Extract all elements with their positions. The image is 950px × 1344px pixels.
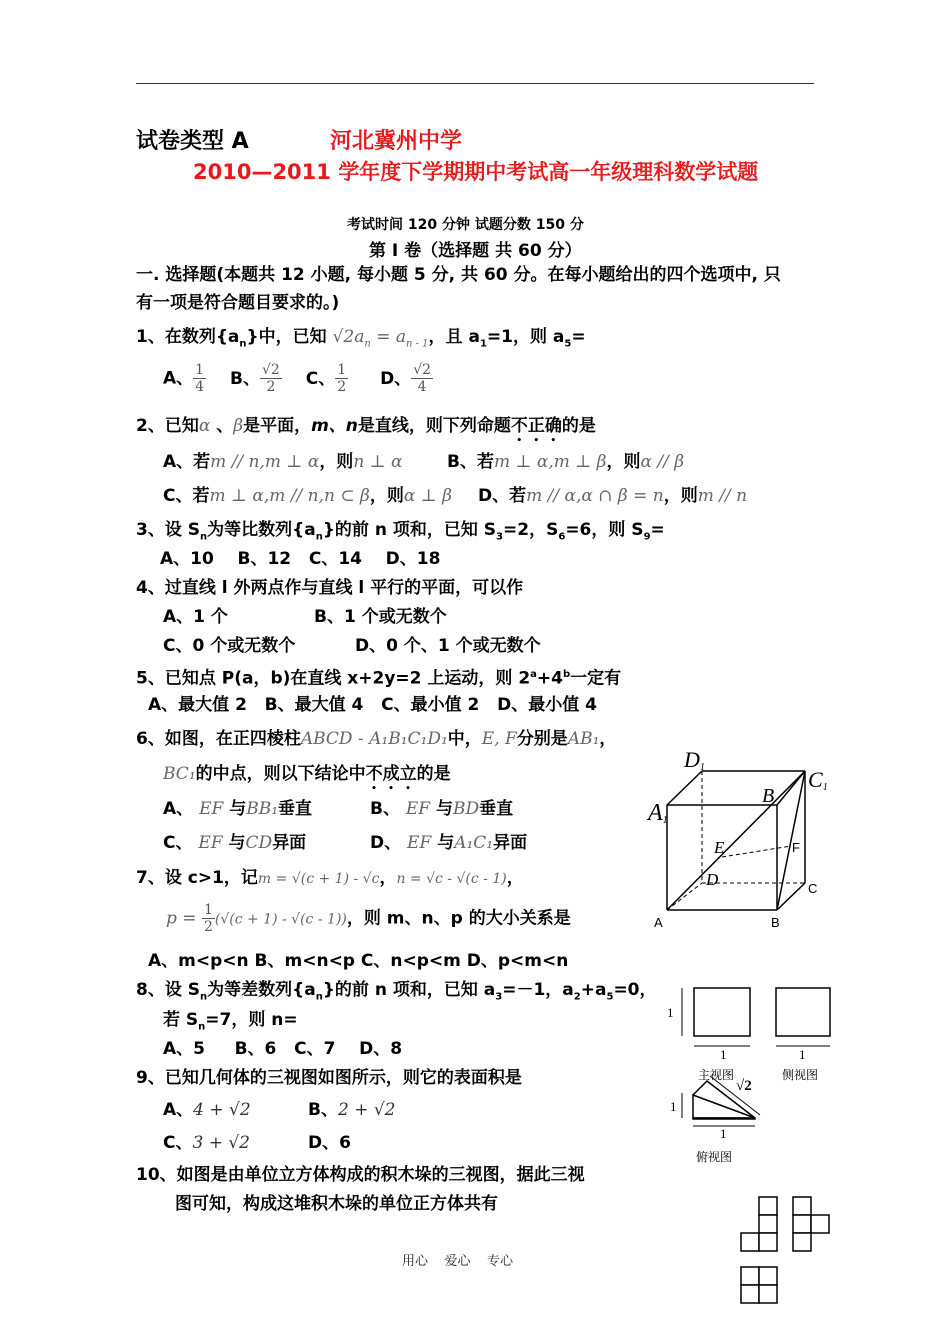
top-height-label: 1 [670, 1099, 677, 1114]
three-views-figure [660, 980, 840, 1210]
side-view-caption: 侧视图 [782, 1068, 819, 1082]
label-d: D [706, 870, 719, 889]
exam-info: 考试时间 120 分钟 试题分数 150 分 [347, 217, 584, 233]
question-6-option-a: A、 EF 与BB₁垂直 [163, 799, 313, 819]
question-1-options: A、 $\frac{1}{4}$ B、 $\frac{√2}{2}$ C、 $\frac{1}{2}$ D、 $\frac{√2}{4}$ [163, 362, 432, 395]
question-6-line2: BC₁的中点，则以下结论中不成立的是 [163, 764, 451, 784]
question-2-option-d: D、若m // α,α ∩ β = n，则m // n [478, 486, 748, 506]
exam-title: 2010—2011 学年度下学期期中考试高一年级理科数学试题 [193, 160, 759, 184]
question-2: 2、已知α 、β是平面，m、n是直线，则下列命题不正确的是 [136, 416, 596, 436]
question-2-option-c: C、若m ⊥ α,m // n,n ⊂ β，则α ⊥ β [163, 486, 452, 506]
section-intro-line2: 有一项是符合题目要求的。) [136, 293, 340, 313]
front-height-label: 1 [667, 1005, 674, 1020]
front-width-label: 1 [720, 1047, 727, 1062]
label-d1: D1 [684, 747, 705, 773]
volume-heading: 第 Ⅰ 卷（选择题 共 60 分） [369, 241, 582, 261]
question-1: 1、在数列$\{a_n\}$中，已知 $√2a_n = a_{n - 1}$，且 $a_1=1$，则 $a_5=$ [136, 327, 586, 350]
top-width-label: 1 [720, 1126, 727, 1141]
question-2-option-a: A、若m // n,m ⊥ α，则n ⊥ α [163, 452, 403, 472]
question-3-options: A、10 B、12 C、14 D、18 [160, 549, 441, 569]
question-9: 9、已知几何体的三视图如图所示，则它的表面积是 [136, 1068, 522, 1088]
question-9-option-d: D、6 [308, 1133, 351, 1153]
question-9-option-c: C、3 + √2 [163, 1133, 251, 1153]
question-5-options: A、最大值 2 B、最大值 4 C、最小值 2 D、最小值 4 [148, 695, 597, 715]
prism-figure [640, 745, 830, 935]
label-b1: B [762, 785, 775, 807]
question-8: 8、设 $S_n$为等差数列$\{a_n\}$的前 n 项和，已知 $a_3=-1$，$a_2+a_5=0$， [136, 980, 657, 1003]
question-7-line2: p = $\frac{1}{2}$ (√(c + 1) - √(c - 1))，则 m、n、p 的大小关系是 [166, 902, 571, 935]
question-8-options: A、5 B、6 C、7 D、8 [163, 1039, 403, 1059]
question-4-option-a: A、1 个 [163, 607, 228, 627]
school-name: 河北冀州中学 [330, 129, 463, 154]
question-7: 7、设 c>1，记m = √(c + 1) - √c，n = √c - √(c - 1)， [136, 868, 524, 888]
diagonal-label: √2 [736, 1078, 752, 1094]
footer-slogan: 用心 爱心 专心 [402, 1254, 514, 1269]
question-10-line1: 10、如图是由单位立方体构成的积木垛的三视图，据此三视 [136, 1165, 585, 1185]
question-3: 3、设 $S_n$为等比数列$\{a_n\}$的前 n 项和，已知 $S_3=2$，$S_6=6$，则 $S_9=$ [136, 520, 665, 543]
question-4-option-d: D、0 个、1 个或无数个 [355, 636, 541, 656]
label-b: B [771, 915, 780, 930]
question-5: 5、已知点 P(a，b)在直线 x+2y=2 上运动，则 $2^a+4^b$一定有 [136, 668, 622, 689]
section-intro-line1: 一. 选择题(本题共 12 小题, 每小题 5 分, 共 60 分。在每小题给出的四个选项中, 只 [136, 265, 781, 285]
label-c: C [808, 881, 818, 896]
question-6-option-d: D、 EF 与A₁C₁异面 [370, 833, 528, 853]
side-width-label: 1 [799, 1047, 806, 1062]
header-rule [136, 83, 814, 84]
question-9-option-a: A、4 + √2 [163, 1100, 251, 1120]
paper-type: 试卷类型 A [136, 129, 249, 154]
question-8-line2: 若 $S_n=7$，则 n= [163, 1010, 298, 1033]
label-e: E [714, 838, 725, 857]
question-10-line2: 图可知，构成这堆积木垛的单位正方体共有 [175, 1194, 498, 1214]
question-7-options: A、m<p<n B、m<n<p C、n<p<m D、p<m<n [148, 951, 569, 971]
question-6-option-b: B、 EF 与BD垂直 [370, 799, 514, 819]
front-view-caption: 主视图 [698, 1068, 735, 1082]
block-views-figure [735, 1193, 835, 1309]
question-2-option-b: B、若m ⊥ α,m ⊥ β，则α // β [447, 452, 685, 472]
question-6: 6、如图，在正四棱柱ABCD - A₁B₁C₁D₁中，E, F分别是AB₁， [136, 729, 617, 749]
top-view-caption: 俯视图 [696, 1150, 733, 1164]
label-a: A [654, 915, 663, 930]
question-4-option-c: C、0 个或无数个 [163, 636, 296, 656]
label-c1: C1 [808, 767, 828, 793]
question-6-option-c: C、 EF 与CD异面 [163, 833, 307, 853]
question-9-option-b: B、2 + √2 [308, 1100, 396, 1120]
question-4-option-b: B、1 个或无数个 [314, 607, 447, 627]
question-4: 4、过直线 l 外两点作与直线 l 平行的平面，可以作 [136, 578, 524, 598]
label-a1: A1 [648, 800, 668, 826]
label-f: F [792, 840, 800, 855]
